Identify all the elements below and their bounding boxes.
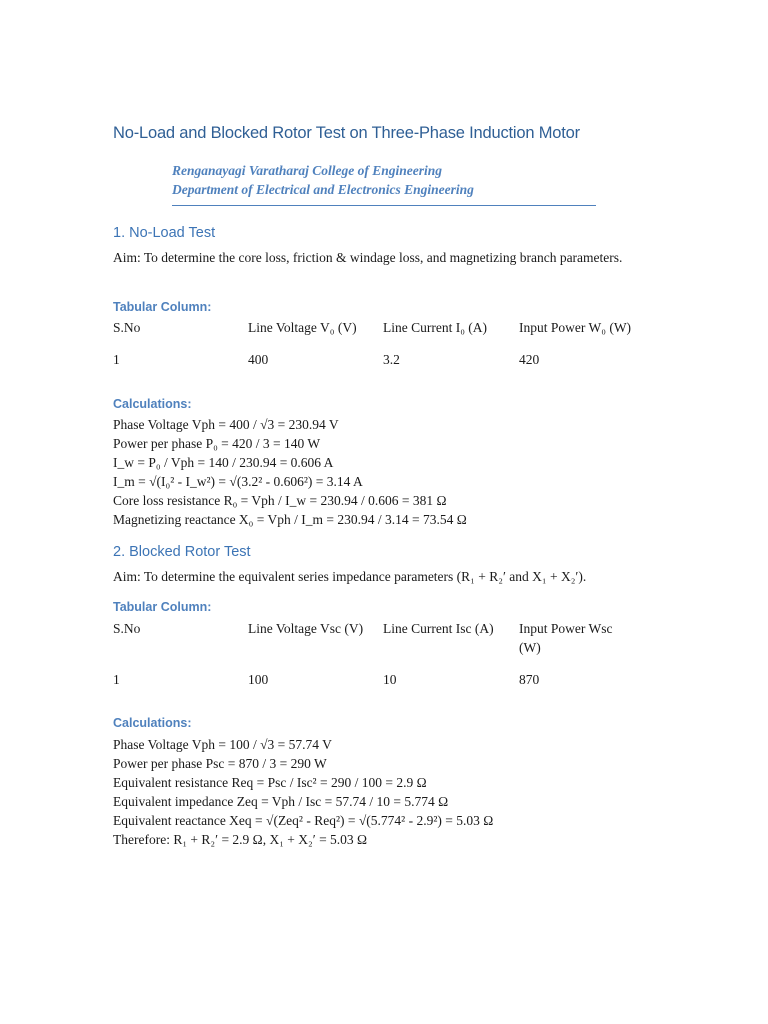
calc-heading-blocked-rotor: Calculations: [113, 716, 192, 730]
table-cell: 1 [113, 352, 120, 367]
calc-line: Equivalent impedance Zeq = Vph / Isc = 57.74 / 10 = 5.774 Ω [113, 794, 449, 809]
calc-heading-no-load: Calculations: [113, 397, 192, 411]
calc-line: Power per phase Psc = 870 / 3 = 290 W [113, 756, 327, 771]
table-header-cell: Line Voltage Vsc (V) [248, 621, 364, 636]
calc-line: Power per phase P₀ = 420 / 3 = 140 W [113, 436, 321, 451]
calculations-no-load [113, 415, 467, 529]
table-row [113, 670, 658, 689]
table-cell: 10 [383, 672, 397, 687]
table-header-cell: S.No [113, 320, 141, 335]
calc-line: Equivalent reactance Xeq = √(Zeq² - Req²) = √(5.774² - 2.9²) = 5.03 Ω [113, 813, 494, 828]
table-header-cell: Input Power Wsc (W) [519, 621, 613, 655]
table-cell: 870 [519, 672, 540, 687]
table-cell: 1 [113, 672, 120, 687]
table-header-row [113, 318, 658, 350]
table-cell: 420 [519, 352, 540, 367]
calc-line: Phase Voltage Vph = 100 / √3 = 57.74 V [113, 737, 332, 752]
calc-line: Therefore: R₁ + R₂′ = 2.9 Ω, X₁ + X₂′ = 5.03 Ω [113, 832, 368, 847]
calc-line: I_w = P₀ / Vph = 140 / 230.94 = 0.606 A [113, 455, 334, 470]
department-name: Department of Electrical and Electronics Engineering [172, 182, 474, 197]
table-no-load [113, 318, 658, 369]
table-row [113, 350, 658, 369]
table-heading-no-load: Tabular Column: [113, 300, 212, 314]
calc-line: Phase Voltage Vph = 400 / √3 = 230.94 V [113, 417, 339, 432]
table-cell: 400 [248, 352, 269, 367]
aim-blocked-rotor: Aim: To determine the equivalent series impedance parameters (R₁ + R₂′ and X₁ + X₂′). [113, 569, 587, 584]
college-name: Renganayagi Varatharaj College of Engineering [172, 163, 443, 178]
table-header-cell: Line Current I₀ (A) [383, 320, 488, 335]
table-header-row [113, 619, 658, 670]
institution-block [172, 161, 596, 206]
table-blocked-rotor [113, 619, 658, 689]
calc-line: Magnetizing reactance X₀ = Vph / I_m = 230.94 / 3.14 = 73.54 Ω [113, 512, 467, 527]
table-cell: 100 [248, 672, 269, 687]
table-header-cell: S.No [113, 621, 141, 636]
calc-line: Core loss resistance R₀ = Vph / I_w = 230.94 / 0.606 = 381 Ω [113, 493, 447, 508]
document-title: No-Load and Blocked Rotor Test on Three-Phase Induction Motor [113, 124, 580, 142]
table-header-cell: Line Current Isc (A) [383, 621, 494, 636]
calc-line: Equivalent resistance Req = Psc / Isc² = 290 / 100 = 2.9 Ω [113, 775, 427, 790]
table-cell: 3.2 [383, 352, 400, 367]
table-header-cell: Line Voltage V₀ (V) [248, 320, 357, 335]
calc-line: I_m = √(I₀² - I_w²) = √(3.2² - 0.606²) = 3.14 A [113, 474, 363, 489]
table-header-cell: Input Power W₀ (W) [519, 320, 632, 335]
table-heading-blocked-rotor: Tabular Column: [113, 600, 212, 614]
aim-no-load: Aim: To determine the core loss, friction & windage loss, and magnetizing branch parameters. [113, 250, 623, 265]
calculations-blocked-rotor [113, 735, 493, 849]
section-heading-blocked-rotor: 2. Blocked Rotor Test [113, 544, 251, 560]
section-heading-no-load: 1. No-Load Test [113, 225, 216, 241]
